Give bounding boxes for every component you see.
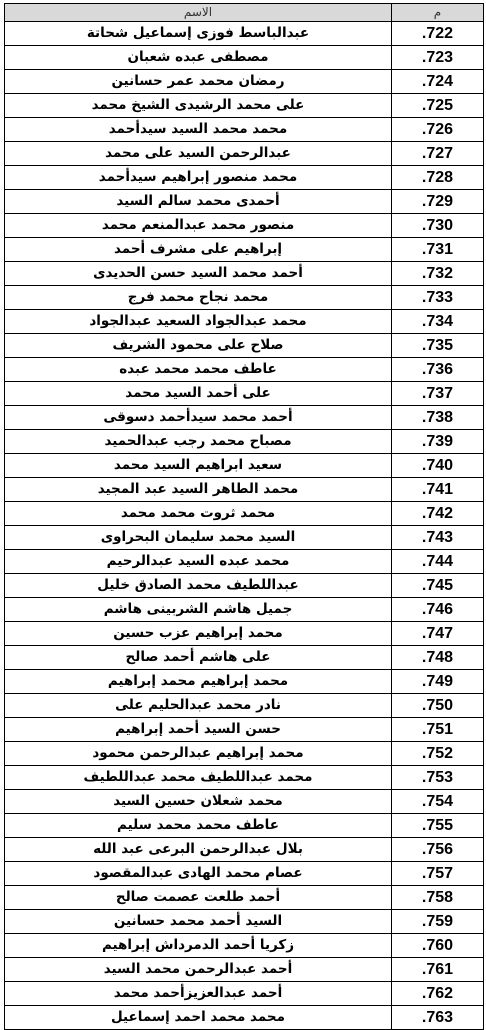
row-name: إبراهيم على مشرف أحمد <box>5 238 392 262</box>
table-row <box>5 286 484 310</box>
row-name: عبدالباسط فوزى إسماعيل شحاتة <box>5 22 392 46</box>
table-row <box>5 982 484 1006</box>
table-row <box>5 814 484 838</box>
table-row <box>5 334 484 358</box>
row-number: .751 <box>392 718 484 742</box>
row-number: .725 <box>392 94 484 118</box>
row-number: .755 <box>392 814 484 838</box>
row-name: أحمد عبدالرحمن محمد السيد <box>5 958 392 982</box>
row-name: نادر محمد عبدالحليم على <box>5 694 392 718</box>
table-row <box>5 934 484 958</box>
row-name: محمد شعلان حسين السيد <box>5 790 392 814</box>
row-number: .729 <box>392 190 484 214</box>
row-number: .750 <box>392 694 484 718</box>
row-number: .724 <box>392 70 484 94</box>
table-row <box>5 598 484 622</box>
row-number: .758 <box>392 886 484 910</box>
row-name: رمضان محمد عمر حسانين <box>5 70 392 94</box>
row-number: .732 <box>392 262 484 286</box>
row-name: أحمدى محمد سالم السيد <box>5 190 392 214</box>
row-name: السيد محمد سليمان البحراوى <box>5 526 392 550</box>
row-name: محمد ثروت محمد محمد <box>5 502 392 526</box>
table-row <box>5 886 484 910</box>
row-name: أحمد محمد السيد حسن الحديدى <box>5 262 392 286</box>
row-number: .727 <box>392 142 484 166</box>
row-name: محمد محمد السيد سيدأحمد <box>5 118 392 142</box>
row-number: .763 <box>392 1006 484 1030</box>
table-row <box>5 382 484 406</box>
row-name: محمد محمد احمد إسماعيل <box>5 1006 392 1030</box>
table-row <box>5 46 484 70</box>
row-number: .762 <box>392 982 484 1006</box>
row-name: محمد عبده السيد عبدالرحيم <box>5 550 392 574</box>
table-row <box>5 958 484 982</box>
table-row <box>5 838 484 862</box>
table-row <box>5 358 484 382</box>
table-row <box>5 718 484 742</box>
row-name: عصام محمد الهادى عبدالمقصود <box>5 862 392 886</box>
table-row <box>5 766 484 790</box>
table-row <box>5 214 484 238</box>
names-table <box>4 3 484 1030</box>
table-row <box>5 406 484 430</box>
table-body <box>5 22 484 1030</box>
table-row <box>5 478 484 502</box>
row-number: .730 <box>392 214 484 238</box>
row-name: محمد إبراهيم محمد إبراهيم <box>5 670 392 694</box>
table-row <box>5 574 484 598</box>
row-name: أحمد عبدالعزيزأحمد محمد <box>5 982 392 1006</box>
row-number: .728 <box>392 166 484 190</box>
row-number: .748 <box>392 646 484 670</box>
row-name: محمد الطاهر السيد عبد المجيد <box>5 478 392 502</box>
row-number: .756 <box>392 838 484 862</box>
row-name: على أحمد السيد محمد <box>5 382 392 406</box>
table-row <box>5 22 484 46</box>
row-name: حسن السيد أحمد إبراهيم <box>5 718 392 742</box>
row-name: صلاح على محمود الشريف <box>5 334 392 358</box>
table-row <box>5 910 484 934</box>
row-name: سعيد ابراهيم السيد محمد <box>5 454 392 478</box>
table-row <box>5 166 484 190</box>
row-number: .738 <box>392 406 484 430</box>
row-number: .745 <box>392 574 484 598</box>
row-name: على هاشم أحمد صالح <box>5 646 392 670</box>
row-number: .753 <box>392 766 484 790</box>
row-number: .760 <box>392 934 484 958</box>
row-number: .754 <box>392 790 484 814</box>
row-name: عاطف محمد محمد عبده <box>5 358 392 382</box>
row-name: السيد أحمد محمد حسانين <box>5 910 392 934</box>
table-row <box>5 430 484 454</box>
row-number: .757 <box>392 862 484 886</box>
table-row <box>5 502 484 526</box>
row-number: .740 <box>392 454 484 478</box>
row-number: .759 <box>392 910 484 934</box>
row-number: .761 <box>392 958 484 982</box>
row-name: عبداللطيف محمد الصادق خليل <box>5 574 392 598</box>
row-number: .737 <box>392 382 484 406</box>
table-row <box>5 1006 484 1030</box>
table-row <box>5 94 484 118</box>
table-row <box>5 790 484 814</box>
table-row <box>5 454 484 478</box>
table-row <box>5 118 484 142</box>
row-name: محمد منصور إبراهيم سيدأحمد <box>5 166 392 190</box>
row-name: محمد إبراهيم عبدالرحمن محمود <box>5 742 392 766</box>
table-row <box>5 70 484 94</box>
table-row <box>5 742 484 766</box>
row-number: .752 <box>392 742 484 766</box>
row-name: عاطف محمد محمد سليم <box>5 814 392 838</box>
header-row <box>5 4 484 22</box>
table-row <box>5 862 484 886</box>
table-row <box>5 310 484 334</box>
row-number: .747 <box>392 622 484 646</box>
row-number: .741 <box>392 478 484 502</box>
row-number: .723 <box>392 46 484 70</box>
table-row <box>5 694 484 718</box>
row-number: .743 <box>392 526 484 550</box>
row-name: على محمد الرشيدى الشيخ محمد <box>5 94 392 118</box>
row-number: .739 <box>392 430 484 454</box>
table-row <box>5 622 484 646</box>
row-name: أحمد طلعت عصمت صالح <box>5 886 392 910</box>
number-column-header: م <box>392 4 484 22</box>
row-number: .744 <box>392 550 484 574</box>
row-number: .733 <box>392 286 484 310</box>
table-row <box>5 142 484 166</box>
row-name: مصطفى عبده شعبان <box>5 46 392 70</box>
row-number: .742 <box>392 502 484 526</box>
row-number: .736 <box>392 358 484 382</box>
row-number: .731 <box>392 238 484 262</box>
row-number: .722 <box>392 22 484 46</box>
row-name: محمد عبدالجواد السعيد عبدالجواد <box>5 310 392 334</box>
table-row <box>5 550 484 574</box>
row-name: مصباح محمد رجب عبدالحميد <box>5 430 392 454</box>
row-number: .749 <box>392 670 484 694</box>
row-name: محمد نجاح محمد فرج <box>5 286 392 310</box>
table-row <box>5 262 484 286</box>
row-name: زكريا أحمد الدمرداش إبراهيم <box>5 934 392 958</box>
row-name: محمد إبراهيم عزب حسين <box>5 622 392 646</box>
row-name: محمد عبداللطيف محمد عبداللطيف <box>5 766 392 790</box>
row-name: بلال عبدالرحمن البرعى عبد الله <box>5 838 392 862</box>
table-row <box>5 670 484 694</box>
table-row <box>5 190 484 214</box>
row-name: منصور محمد عبدالمنعم محمد <box>5 214 392 238</box>
table-row <box>5 526 484 550</box>
table-row <box>5 646 484 670</box>
table-row <box>5 238 484 262</box>
row-name: عبدالرحمن السيد على محمد <box>5 142 392 166</box>
row-number: .726 <box>392 118 484 142</box>
name-column-header: الاسم <box>5 4 392 22</box>
row-name: جميل هاشم الشربينى هاشم <box>5 598 392 622</box>
row-number: .735 <box>392 334 484 358</box>
row-number: .746 <box>392 598 484 622</box>
row-name: أحمد محمد سيدأحمد دسوقى <box>5 406 392 430</box>
row-number: .734 <box>392 310 484 334</box>
